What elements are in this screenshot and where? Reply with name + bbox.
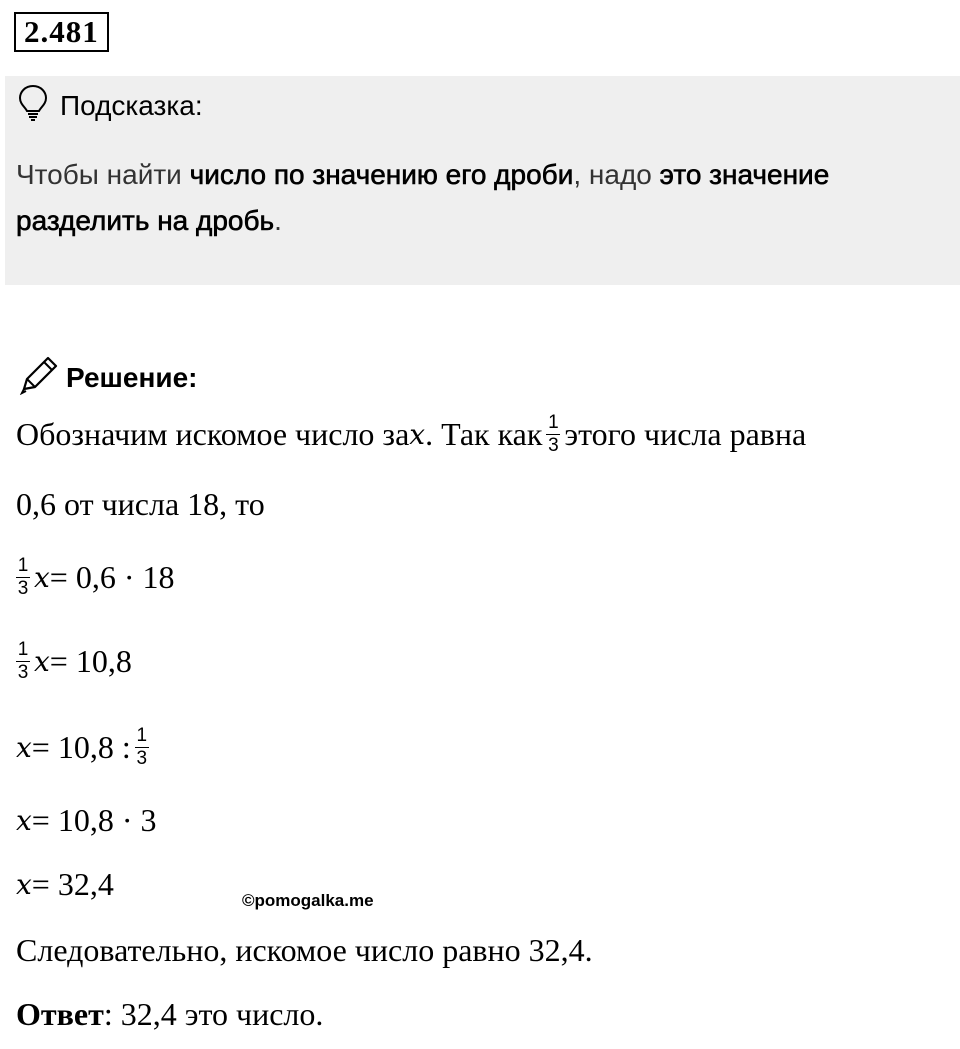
equation-3: x = 10,8 : $\frac{1}{3}$ [16,724,148,769]
solution-line-1: Обозначим искомое число за x . Так как $\frac{1}{3}$ этого числа равна [16,411,807,456]
watermark: ©pomogalka.me [242,891,374,910]
equation-1: $\frac{1}{3}$ x = 0,6 · 18 [17,554,175,599]
fraction-one-third: $\frac{1}{3}$ [548,411,559,456]
pencil-icon [18,355,66,402]
hint-title: Подсказка: [60,90,203,121]
lightbulb-icon [18,84,60,129]
solution-heading [18,358,197,398]
variable-x: x [409,417,426,451]
solution-title: Решение: [66,362,198,393]
equation-5: x = 32,4 [16,865,114,902]
equation-4: x = 10,8 · 3 [16,801,157,838]
task-number: 2.481 [14,12,109,52]
equation-2: $\frac{1}{3}$ x = 10,8 [17,638,132,683]
conclusion: Следовательно, искомое число равно 32,4. [16,931,593,968]
answer-text: : 32,4 это число. [103,995,324,1032]
answer [16,992,323,1036]
hint-heading [18,86,203,126]
answer-label: Ответ [16,995,104,1032]
solution-line-2: 0,6 от числа 18, то [16,485,265,522]
hint-text: Чтобы найти число по значению его дроби, надо это значение разделить на дробь. [16,159,830,236]
